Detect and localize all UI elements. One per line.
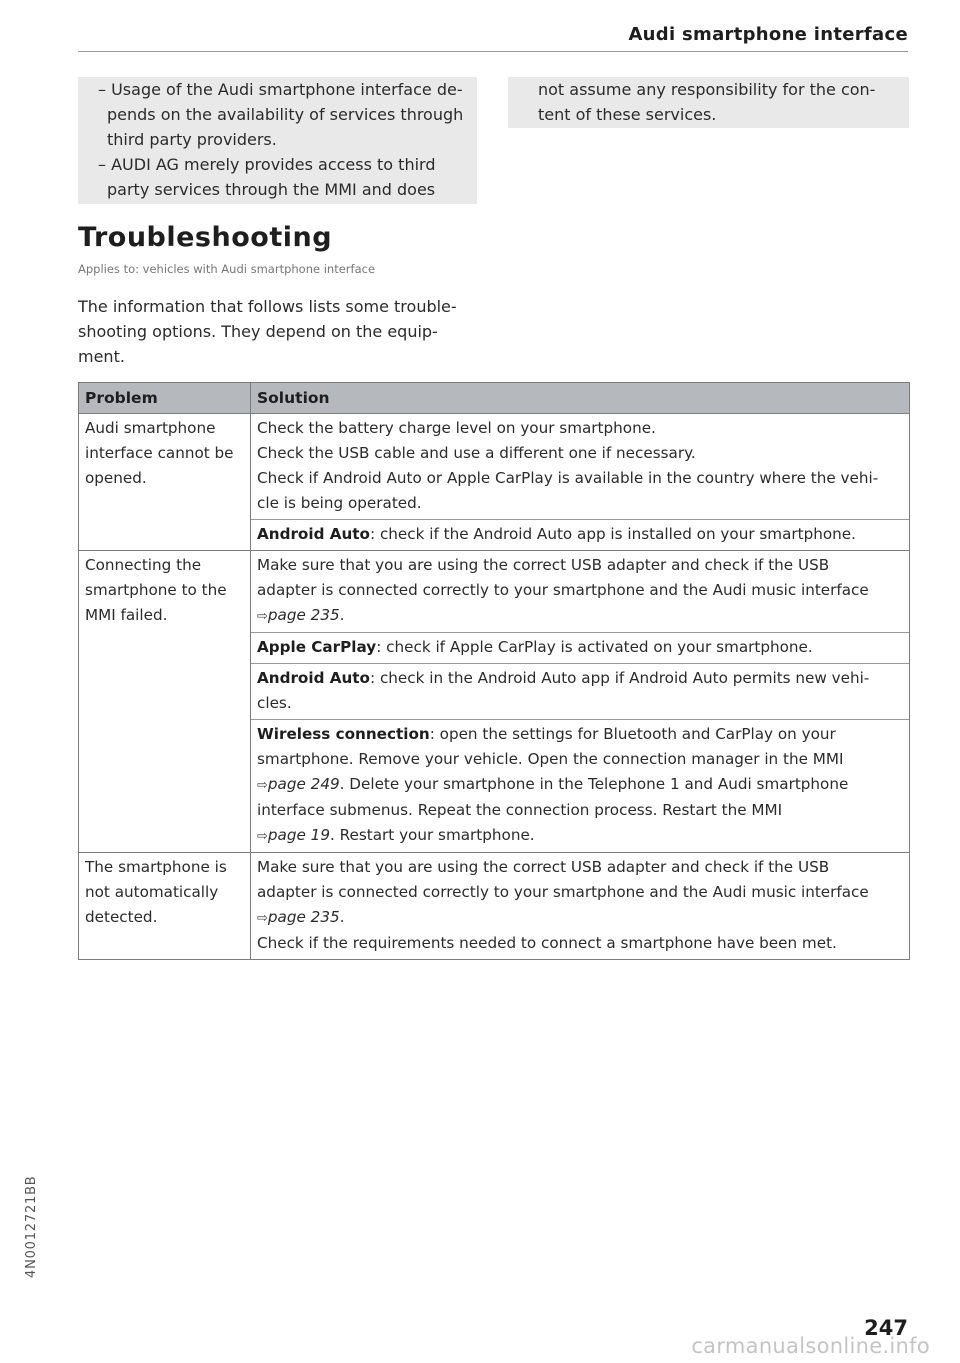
applies-to-note: Applies to: vehicles with Audi smartphone interface (78, 262, 376, 276)
page-reference-link[interactable]: page 19 (267, 826, 330, 844)
document-code: 4N0012721BB (24, 1175, 39, 1278)
note-item-1: – Usage of the Audi smartphone interface de- pends on the availability of services through third party providers. (98, 80, 464, 149)
note-box-right (508, 77, 909, 128)
watermark: carmanualsonline.info (691, 1334, 930, 1358)
note-box-left (78, 77, 477, 204)
solution-cell: Android Auto: check in the Android Auto app if Android Auto permits new vehi- cles. (251, 664, 910, 720)
solution-cell: Wireless connection: open the settings for Bluetooth and CarPlay on your smartphone. Remove your vehicle. Open the connection manager in the MMI ⇨page 249. Delete your smartphone in the Telephone 1 and Audi smartphone interface submenus. Repeat the connection process. Restart the MMI ⇨page 19. Restart your smartphone. (251, 720, 910, 853)
table-row (79, 551, 910, 633)
problem-cell: Connecting the smartphone to the MMI failed. (79, 551, 251, 853)
solution-cell: Make sure that you are using the correct USB adapter and check if the USB adapter is connected correctly to your smartphone and the Audi music interface ⇨page 235. (251, 551, 910, 633)
page-reference-link[interactable]: page 249 (267, 775, 340, 793)
page-reference-link[interactable]: page 235 (267, 606, 340, 624)
header-problem: Problem (79, 383, 251, 414)
page-reference-link[interactable]: page 235 (267, 908, 340, 926)
header-solution: Solution (251, 383, 910, 414)
solution-cell: Make sure that you are using the correct USB adapter and check if the USB adapter is connected correctly to your smartphone and the Audi music interface ⇨page 235. Check if the requirements needed to connect a smartphone have been met. (251, 853, 910, 960)
problem-cell: Audi smartphone interface cannot be opened. (79, 414, 251, 551)
section-title: Troubleshooting (78, 222, 333, 253)
solution-cell: Check the battery charge level on your smartphone. Check the USB cable and use a different one if necessary. Check if Android Auto or Apple CarPlay is available in the country where the vehi- cle is being operated. (251, 414, 910, 520)
running-header: Audi smartphone interface (628, 24, 908, 45)
page-number: 247 (864, 1316, 908, 1340)
arrow-right-icon: ⇨ (257, 609, 268, 624)
table-row (79, 853, 910, 960)
solution-cell: Apple CarPlay: check if Apple CarPlay is activated on your smartphone. (251, 633, 910, 664)
troubleshooting-table (78, 382, 910, 960)
note-continuation: not assume any responsibility for the con- tent of these services. (538, 80, 876, 124)
note-item-2: – AUDI AG merely provides access to third party services through the MMI and does (98, 155, 436, 199)
arrow-right-icon: ⇨ (257, 911, 268, 926)
problem-cell: The smartphone is not automatically detected. (79, 853, 251, 960)
table-header-row (79, 383, 910, 414)
header-rule (78, 51, 908, 52)
arrow-right-icon: ⇨ (257, 829, 268, 844)
solution-cell: Android Auto: check if the Android Auto app is installed on your smartphone. (251, 520, 910, 551)
intro-paragraph: The information that follows lists some trouble- shooting options. They depend on the equip- ment. (78, 297, 457, 366)
arrow-right-icon: ⇨ (257, 778, 268, 793)
table-row (79, 414, 910, 520)
